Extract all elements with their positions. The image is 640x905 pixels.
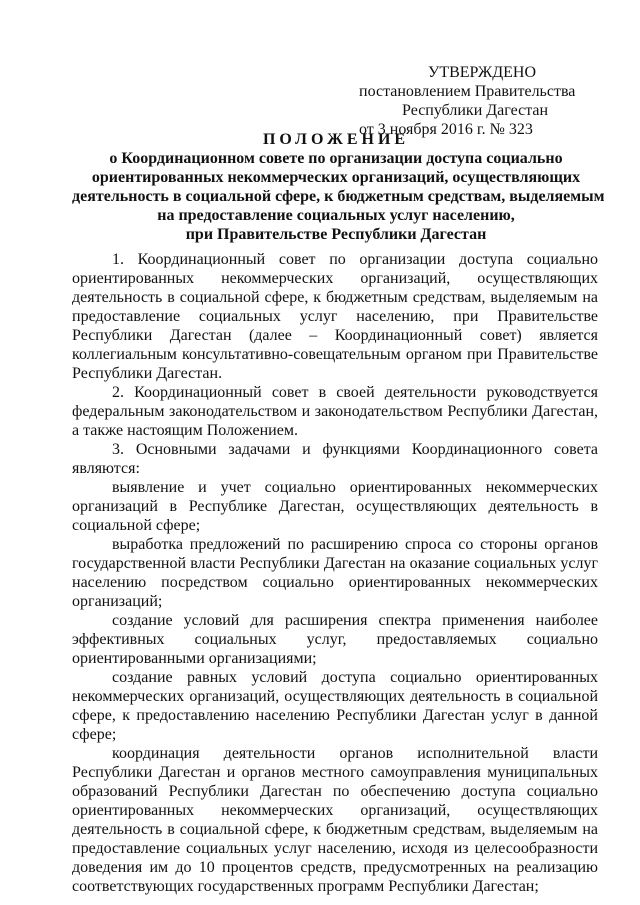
paragraph-1: 1. Координационный совет по организации доступа социально ориентированных некоммерческих организаций, осуществляющих деятельность в социальной сфере, к бюджетным средствам, выделяемым на предоставление социальных услуг населению, при Правительстве Республики Дагестан (далее – Координационный совет) является коллегиальным консультативно-совещательным органом при Правительстве Республики Дагестан. (72, 251, 598, 382)
heading-line-3: деятельность в социальной сфере, к бюджетным средствам, выделяемым (72, 188, 605, 205)
list-item-equal-access: создание равных условий доступа социально ориентированных некоммерческих организаций, осуществляющих деятельность в социальной сфере, к предоставлению населению Республики Дагестан услуг в данной сфере; (72, 669, 598, 743)
approval-line-1: постановлением Правительства (359, 83, 576, 100)
approval-line-3: от 3 ноября 2016 г. № 323 (359, 121, 533, 138)
list-item-identification: выявление и учет социально ориентированных некоммерческих организаций в Республике Дагестан, осуществляющих деятельность в социальной сфере; (72, 479, 598, 534)
list-item-proposals: выработка предложений по расширению спроса со стороны органов государственной власти Республики Дагестан на оказание социальных услуг населению посредством социально ориентированных некоммерческих организаций; (72, 536, 598, 610)
paragraph-3: 3. Основными задачами и функциями Координационного совета являются: (72, 441, 598, 477)
heading-line-2: ориентированных некоммерческих организаций, осуществляющих (91, 169, 581, 186)
list-item-conditions-spectrum: создание условий для расширения спектра применения наиболее эффективных социальных услуг, предоставляемых социально ориентированными организациями; (72, 612, 598, 667)
document-title: ПОЛОЖЕНИЕ (262, 131, 410, 148)
approval-title: УТВЕРЖДЕНО (428, 64, 537, 81)
heading-line-1: о Координационном совете по организации доступа социально (109, 150, 563, 167)
document-body (72, 250, 598, 896)
heading-line-4: на предоставление социальных услуг населению, (157, 207, 515, 224)
paragraph-2: 2. Координационный совет в своей деятельности руководствуется федеральным законодательством и законодательством Республики Дагестан, а также настоящим Положением. (72, 384, 598, 439)
approval-stamp (352, 63, 602, 139)
approval-line-2: Республики Дагестан (402, 102, 549, 119)
list-item-coordination: координация деятельности органов исполнительной власти Республики Дагестан и органов местного самоуправления муниципальных образований Республики Дагестан по обеспечению доступа социально ориентированных некоммерческих организаций, осуществляющих деятельность в социальной сфере, к бюджетным средствам, выделяемым на предоставление социальных услуг населению, исходя из целесообразности доведения им до 10 процентов средств, предусмотренных на реализацию соответствующих государственных программ Республики Дагестан; (72, 745, 598, 895)
document-heading (72, 130, 605, 244)
heading-line-5: при Правительстве Республики Дагестан (185, 226, 487, 243)
